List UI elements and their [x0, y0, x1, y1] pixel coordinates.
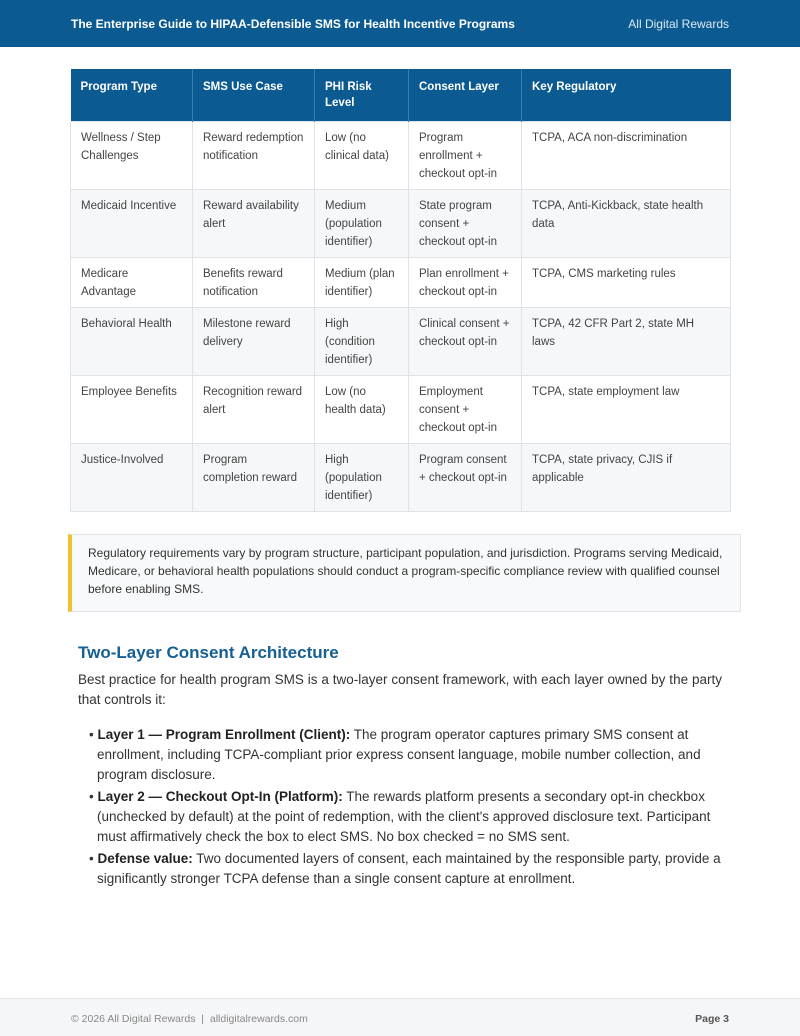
table-cell: Low (no clinical data) — [315, 122, 409, 190]
table-cell: Reward redemption notification — [193, 122, 315, 190]
table-row — [71, 308, 731, 376]
table-cell: Clinical consent + checkout opt-in — [409, 308, 522, 376]
table-cell: TCPA, ACA non-discrimination — [522, 122, 731, 190]
column-header: Program Type — [71, 69, 193, 122]
page-footer — [0, 998, 800, 1036]
section-title: Two-Layer Consent Architecture — [78, 643, 339, 662]
list-item: • Defense value: Two documented layers of consent, each maintained by the responsible party, provide a significantly stronger TCPA defense than a single consent capture at enrollment. — [89, 851, 721, 886]
document-title: The Enterprise Guide to HIPAA-Defensible SMS for Health Incentive Programs — [71, 17, 515, 31]
list-item: • Layer 2 — Checkout Opt-In (Platform): The rewards platform presents a secondary opt-in checkbox (unchecked by default) at the point of redemption, with the client's approved disclosure text. Participant must affirmatively check the box to elect SMS. No box checked = no SMS sent. — [89, 789, 711, 844]
section-intro: Best practice for health program SMS is a two-layer consent framework, with each layer owned by the party that controls it: — [78, 672, 722, 707]
table-cell: Medium (plan identifier) — [315, 258, 409, 308]
bullet-text: The program operator captures primary SMS consent at enrollment, including TCPA-compliant prior express consent language, mobile number collection, and program disclosure. — [97, 727, 701, 782]
brand-name: All Digital Rewards — [628, 17, 729, 31]
column-header: SMS Use Case — [193, 69, 315, 122]
table-row — [71, 122, 731, 190]
table-cell: Medicaid Incentive — [71, 190, 193, 258]
table-cell: Medium (population identifier) — [315, 190, 409, 258]
bullet-lead: Defense value: — [97, 851, 193, 866]
table-row — [71, 190, 731, 258]
table-row — [71, 258, 731, 308]
table-cell: Medicare Advantage — [71, 258, 193, 308]
program-regulatory-table — [70, 69, 731, 512]
table-cell: TCPA, CMS marketing rules — [522, 258, 731, 308]
column-header: PHI Risk Level — [315, 69, 409, 122]
page-number: Page 3 — [695, 1013, 729, 1025]
table-cell: Program enrollment + checkout opt-in — [409, 122, 522, 190]
consent-layer-list — [82, 725, 722, 891]
table-cell: TCPA, 42 CFR Part 2, state MH laws — [522, 308, 731, 376]
table-cell: Program consent + checkout opt-in — [409, 444, 522, 512]
table-cell: TCPA, state privacy, CJIS if applicable — [522, 444, 731, 512]
list-item: • Layer 1 — Program Enrollment (Client): The program operator captures primary SMS consent at enrollment, including TCPA-compliant prior express consent language, mobile number collection, and program disclosure. — [89, 727, 701, 782]
table-cell: TCPA, state employment law — [522, 376, 731, 444]
table-cell: High (population identifier) — [315, 444, 409, 512]
table-cell: State program consent + checkout opt-in — [409, 190, 522, 258]
table-row — [71, 444, 731, 512]
footer-copyright: © 2026 All Digital Rewards | alldigitalrewards.com — [71, 1013, 308, 1025]
table-cell: Employee Benefits — [71, 376, 193, 444]
table-cell: Employment consent + checkout opt-in — [409, 376, 522, 444]
regulatory-note-callout: Regulatory requirements vary by program structure, participant population, and jurisdiction. Programs serving Medicaid, Medicare, or behavioral health populations should conduct a program-specific compliance review with qualified counsel before enabling SMS. — [68, 534, 741, 612]
table-cell: Plan enrollment + checkout opt-in — [409, 258, 522, 308]
table-cell: Program completion reward — [193, 444, 315, 512]
bullet-lead: Layer 2 — Checkout Opt-In (Platform): — [97, 789, 343, 804]
table-row — [71, 376, 731, 444]
page-header — [0, 0, 800, 47]
bullet-lead: Layer 1 — Program Enrollment (Client): — [97, 727, 351, 742]
table-cell: TCPA, Anti-Kickback, state health data — [522, 190, 731, 258]
bullet-text: The rewards platform presents a secondary opt-in checkbox (unchecked by default) at the point of redemption, with the client's approved disclosure text. Participant must affirmatively check the box to elect SMS. No box checked = no SMS sent. — [97, 789, 711, 844]
bullet-text: Two documented layers of consent, each maintained by the responsible party, provide a significantly stronger TCPA defense than a single consent capture at enrollment. — [97, 851, 721, 886]
table-cell: Milestone reward delivery — [193, 308, 315, 376]
table-cell: Benefits reward notification — [193, 258, 315, 308]
table-cell: Behavioral Health — [71, 308, 193, 376]
table-cell: High (condition identifier) — [315, 308, 409, 376]
column-header: Key Regulatory — [522, 69, 731, 122]
table-cell: Recognition reward alert — [193, 376, 315, 444]
table-cell: Justice-Involved — [71, 444, 193, 512]
table-header-row — [71, 69, 731, 122]
table-cell: Reward availability alert — [193, 190, 315, 258]
table-cell: Wellness / Step Challenges — [71, 122, 193, 190]
table-cell: Low (no health data) — [315, 376, 409, 444]
column-header: Consent Layer — [409, 69, 522, 122]
